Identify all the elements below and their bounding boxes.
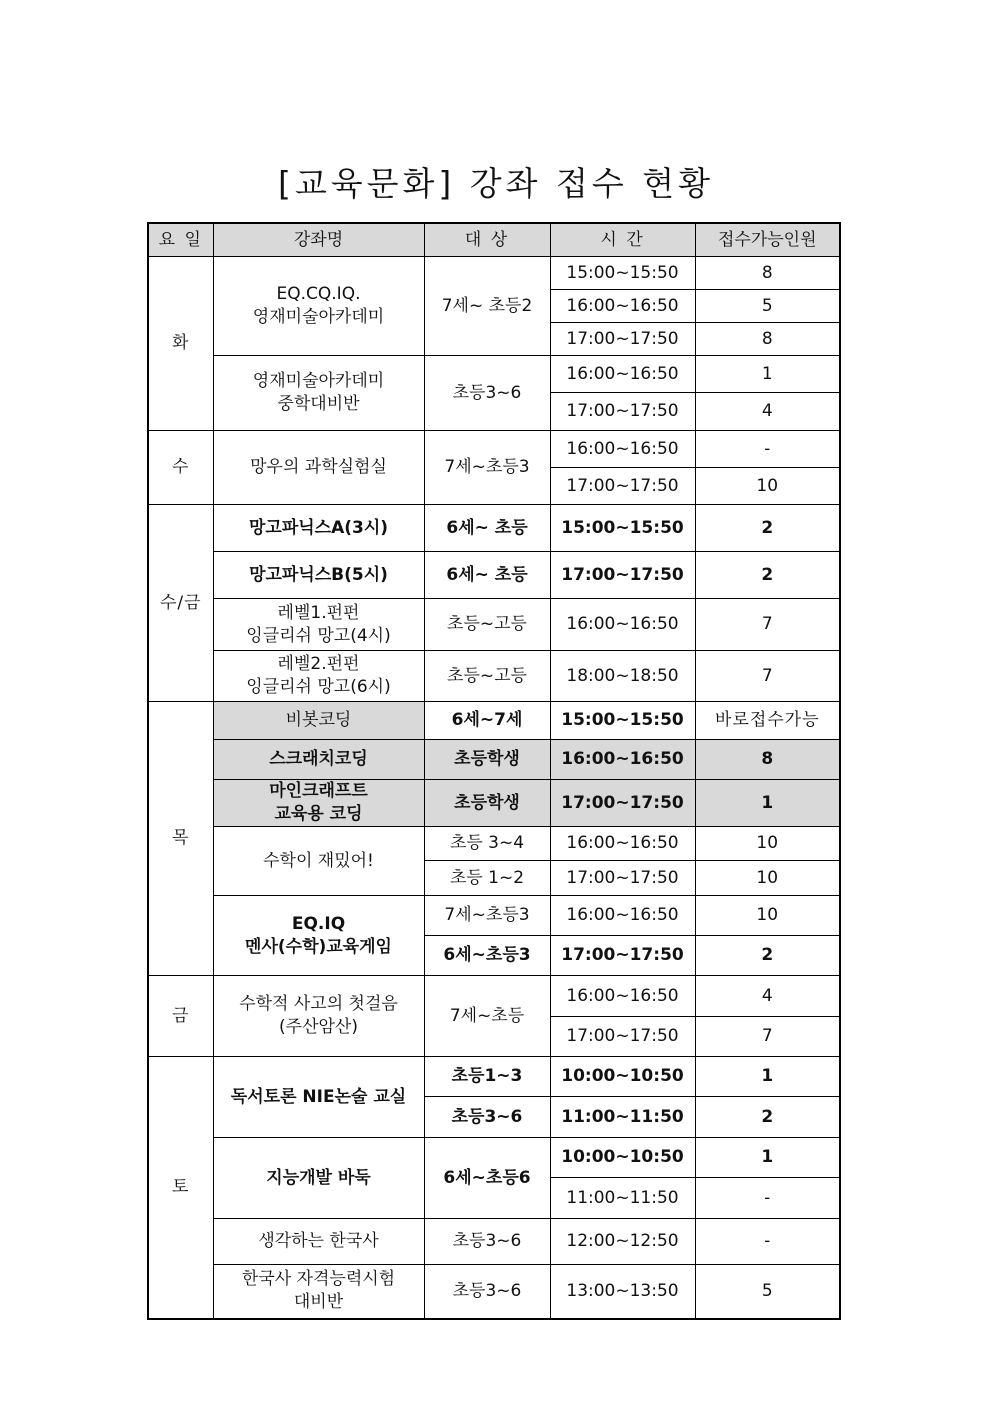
course-name <box>213 780 424 827</box>
course-name-line2: 대비반 <box>293 1292 344 1313</box>
capacity-cell: 4 <box>695 976 840 1017</box>
table-row <box>148 356 840 393</box>
target-cell: 6세~7세 <box>424 702 550 740</box>
table-row <box>148 599 840 651</box>
capacity-cell: - <box>695 431 840 468</box>
course-name-line1: EQ.CQ.IQ. <box>276 284 361 304</box>
course-schedule-table <box>147 222 841 1320</box>
course-name <box>213 896 424 976</box>
capacity-cell: 1 <box>695 1057 840 1097</box>
table-row <box>148 552 840 599</box>
target-cell: 6세~ 초등 <box>424 505 550 552</box>
course-name-line1: 수학적 사고의 첫걸음 <box>239 994 398 1014</box>
capacity-cell: 2 <box>695 1097 840 1138</box>
capacity-cell: 10 <box>695 827 840 861</box>
capacity-cell: 7 <box>695 599 840 651</box>
course-name: 지능개발 바둑 <box>213 1138 424 1219</box>
capacity-cell: 5 <box>695 1265 840 1319</box>
capacity-cell: 10 <box>695 468 840 505</box>
day-cell-tue: 화 <box>148 257 213 431</box>
day-cell-fri: 금 <box>148 976 213 1057</box>
day-cell-wed: 수 <box>148 431 213 505</box>
course-name <box>213 599 424 651</box>
target-cell: 7세~초등 <box>424 976 550 1057</box>
capacity-cell: 바로접수가능 <box>695 702 840 740</box>
course-name-line1: 마인크래프트 <box>269 781 368 801</box>
table-row <box>148 740 840 780</box>
capacity-cell: 8 <box>695 257 840 290</box>
table-row <box>148 1138 840 1178</box>
header-capacity: 접수가능인원 <box>695 223 840 257</box>
target-cell: 7세~초등3 <box>424 896 550 936</box>
course-name: 독서토론 NIE논술 교실 <box>213 1057 424 1138</box>
course-name: 스크래치코딩 <box>213 740 424 780</box>
capacity-cell: 4 <box>695 393 840 431</box>
capacity-cell: 2 <box>695 505 840 552</box>
course-name: 망고파닉스B(5시) <box>213 552 424 599</box>
course-name-line1: 영재미술아카데미 <box>252 371 385 391</box>
time-cell: 11:00~11:50 <box>550 1097 695 1138</box>
target-cell: 초등학생 <box>424 780 550 827</box>
target-cell: 초등 3~4 <box>424 827 550 861</box>
course-name-line1: EQ.IQ <box>291 913 346 934</box>
course-name-line2: 잉글리쉬 망고(6시) <box>246 677 391 697</box>
table-row <box>148 780 840 827</box>
capacity-cell: 8 <box>695 323 840 356</box>
time-cell: 17:00~17:50 <box>550 780 695 827</box>
target-cell: 초등3~6 <box>424 1265 550 1319</box>
table-row <box>148 702 840 740</box>
course-name: 망우의 과학실험실 <box>213 431 424 505</box>
time-cell: 17:00~17:50 <box>550 468 695 505</box>
capacity-cell: 10 <box>695 861 840 896</box>
course-name-line2: 교육용 코딩 <box>274 804 363 824</box>
table-row <box>148 257 840 290</box>
capacity-cell: 7 <box>695 1017 840 1057</box>
time-cell: 15:00~15:50 <box>550 257 695 290</box>
course-name-line1: 레벨1.펀펀 <box>277 602 360 623</box>
capacity-cell: 2 <box>695 552 840 599</box>
time-cell: 16:00~16:50 <box>550 431 695 468</box>
target-cell: 7세~초등3 <box>424 431 550 505</box>
course-name <box>213 651 424 702</box>
time-cell: 17:00~17:50 <box>550 936 695 976</box>
course-name-line2: 잉글리쉬 망고(4시) <box>246 625 391 646</box>
time-cell: 17:00~17:50 <box>550 552 695 599</box>
table-row <box>148 431 840 468</box>
day-cell-sat: 토 <box>148 1057 213 1319</box>
target-cell: 6세~초등3 <box>424 936 550 976</box>
capacity-cell: 10 <box>695 896 840 936</box>
time-cell: 16:00~16:50 <box>550 599 695 651</box>
capacity-cell: 2 <box>695 936 840 976</box>
time-cell: 12:00~12:50 <box>550 1219 695 1265</box>
table-row <box>148 651 840 702</box>
target-cell: 초등3~6 <box>424 1219 550 1265</box>
time-cell: 17:00~17:50 <box>550 323 695 356</box>
table-row <box>148 1219 840 1265</box>
target-cell: 초등 1~2 <box>424 861 550 896</box>
header-time: 시 간 <box>550 223 695 257</box>
time-cell: 10:00~10:50 <box>550 1057 695 1097</box>
target-cell: 초등3~6 <box>424 356 550 431</box>
target-cell: 초등~고등 <box>424 651 550 702</box>
time-cell: 17:00~17:50 <box>550 861 695 896</box>
time-cell: 13:00~13:50 <box>550 1265 695 1319</box>
time-cell: 15:00~15:50 <box>550 702 695 740</box>
day-cell-wed-fri: 수/금 <box>148 505 213 702</box>
time-cell: 17:00~17:50 <box>550 393 695 431</box>
time-cell: 11:00~11:50 <box>550 1178 695 1219</box>
capacity-cell: 5 <box>695 290 840 323</box>
course-name-line2: 영재미술아카데미 <box>252 307 385 327</box>
course-name: 망고파닉스A(3시) <box>213 505 424 552</box>
course-name <box>213 1265 424 1319</box>
time-cell: 17:00~17:50 <box>550 1017 695 1057</box>
course-name: 비봇코딩 <box>213 702 424 740</box>
target-cell: 6세~초등6 <box>424 1138 550 1219</box>
course-name-line2: (주산암산) <box>279 1017 358 1037</box>
course-name: 수학이 재밌어! <box>213 827 424 896</box>
capacity-cell: 8 <box>695 740 840 780</box>
header-course: 강좌명 <box>213 223 424 257</box>
table-row <box>148 976 840 1017</box>
target-cell: 7세~ 초등2 <box>424 257 550 356</box>
time-cell: 15:00~15:50 <box>550 505 695 552</box>
time-cell: 16:00~16:50 <box>550 740 695 780</box>
target-cell: 초등1~3 <box>424 1057 550 1097</box>
course-name-line1: 한국사 자격능력시험 <box>241 1269 396 1290</box>
target-cell: 초등3~6 <box>424 1097 550 1138</box>
capacity-cell: - <box>695 1219 840 1265</box>
table-row <box>148 827 840 861</box>
table-row <box>148 1265 840 1319</box>
page-title: [교육문화] 강좌 접수 현황 <box>278 164 714 203</box>
time-cell: 16:00~16:50 <box>550 290 695 323</box>
target-cell: 6세~ 초등 <box>424 552 550 599</box>
table-row <box>148 896 840 936</box>
course-name <box>213 257 424 356</box>
target-cell: 초등학생 <box>424 740 550 780</box>
time-cell: 10:00~10:50 <box>550 1138 695 1178</box>
capacity-cell: 1 <box>695 356 840 393</box>
time-cell: 18:00~18:50 <box>550 651 695 702</box>
course-name <box>213 976 424 1057</box>
table-row <box>148 1057 840 1097</box>
course-name-line1: 레벨2.펀펀 <box>277 654 360 674</box>
capacity-cell: - <box>695 1178 840 1219</box>
target-cell: 초등~고등 <box>424 599 550 651</box>
day-cell-thu: 목 <box>148 702 213 976</box>
header-day: 요 일 <box>148 223 213 257</box>
course-name <box>213 356 424 431</box>
course-name-line2: 멘사(수학)교육게임 <box>245 936 392 957</box>
table-row <box>148 505 840 552</box>
capacity-cell: 1 <box>695 780 840 827</box>
time-cell: 16:00~16:50 <box>550 356 695 393</box>
time-cell: 16:00~16:50 <box>550 976 695 1017</box>
header-row <box>148 223 840 257</box>
course-name-line2: 중학대비반 <box>277 394 360 414</box>
capacity-cell: 7 <box>695 651 840 702</box>
time-cell: 16:00~16:50 <box>550 896 695 936</box>
capacity-cell: 1 <box>695 1138 840 1178</box>
header-target: 대 상 <box>424 223 550 257</box>
course-name: 생각하는 한국사 <box>213 1219 424 1265</box>
time-cell: 16:00~16:50 <box>550 827 695 861</box>
